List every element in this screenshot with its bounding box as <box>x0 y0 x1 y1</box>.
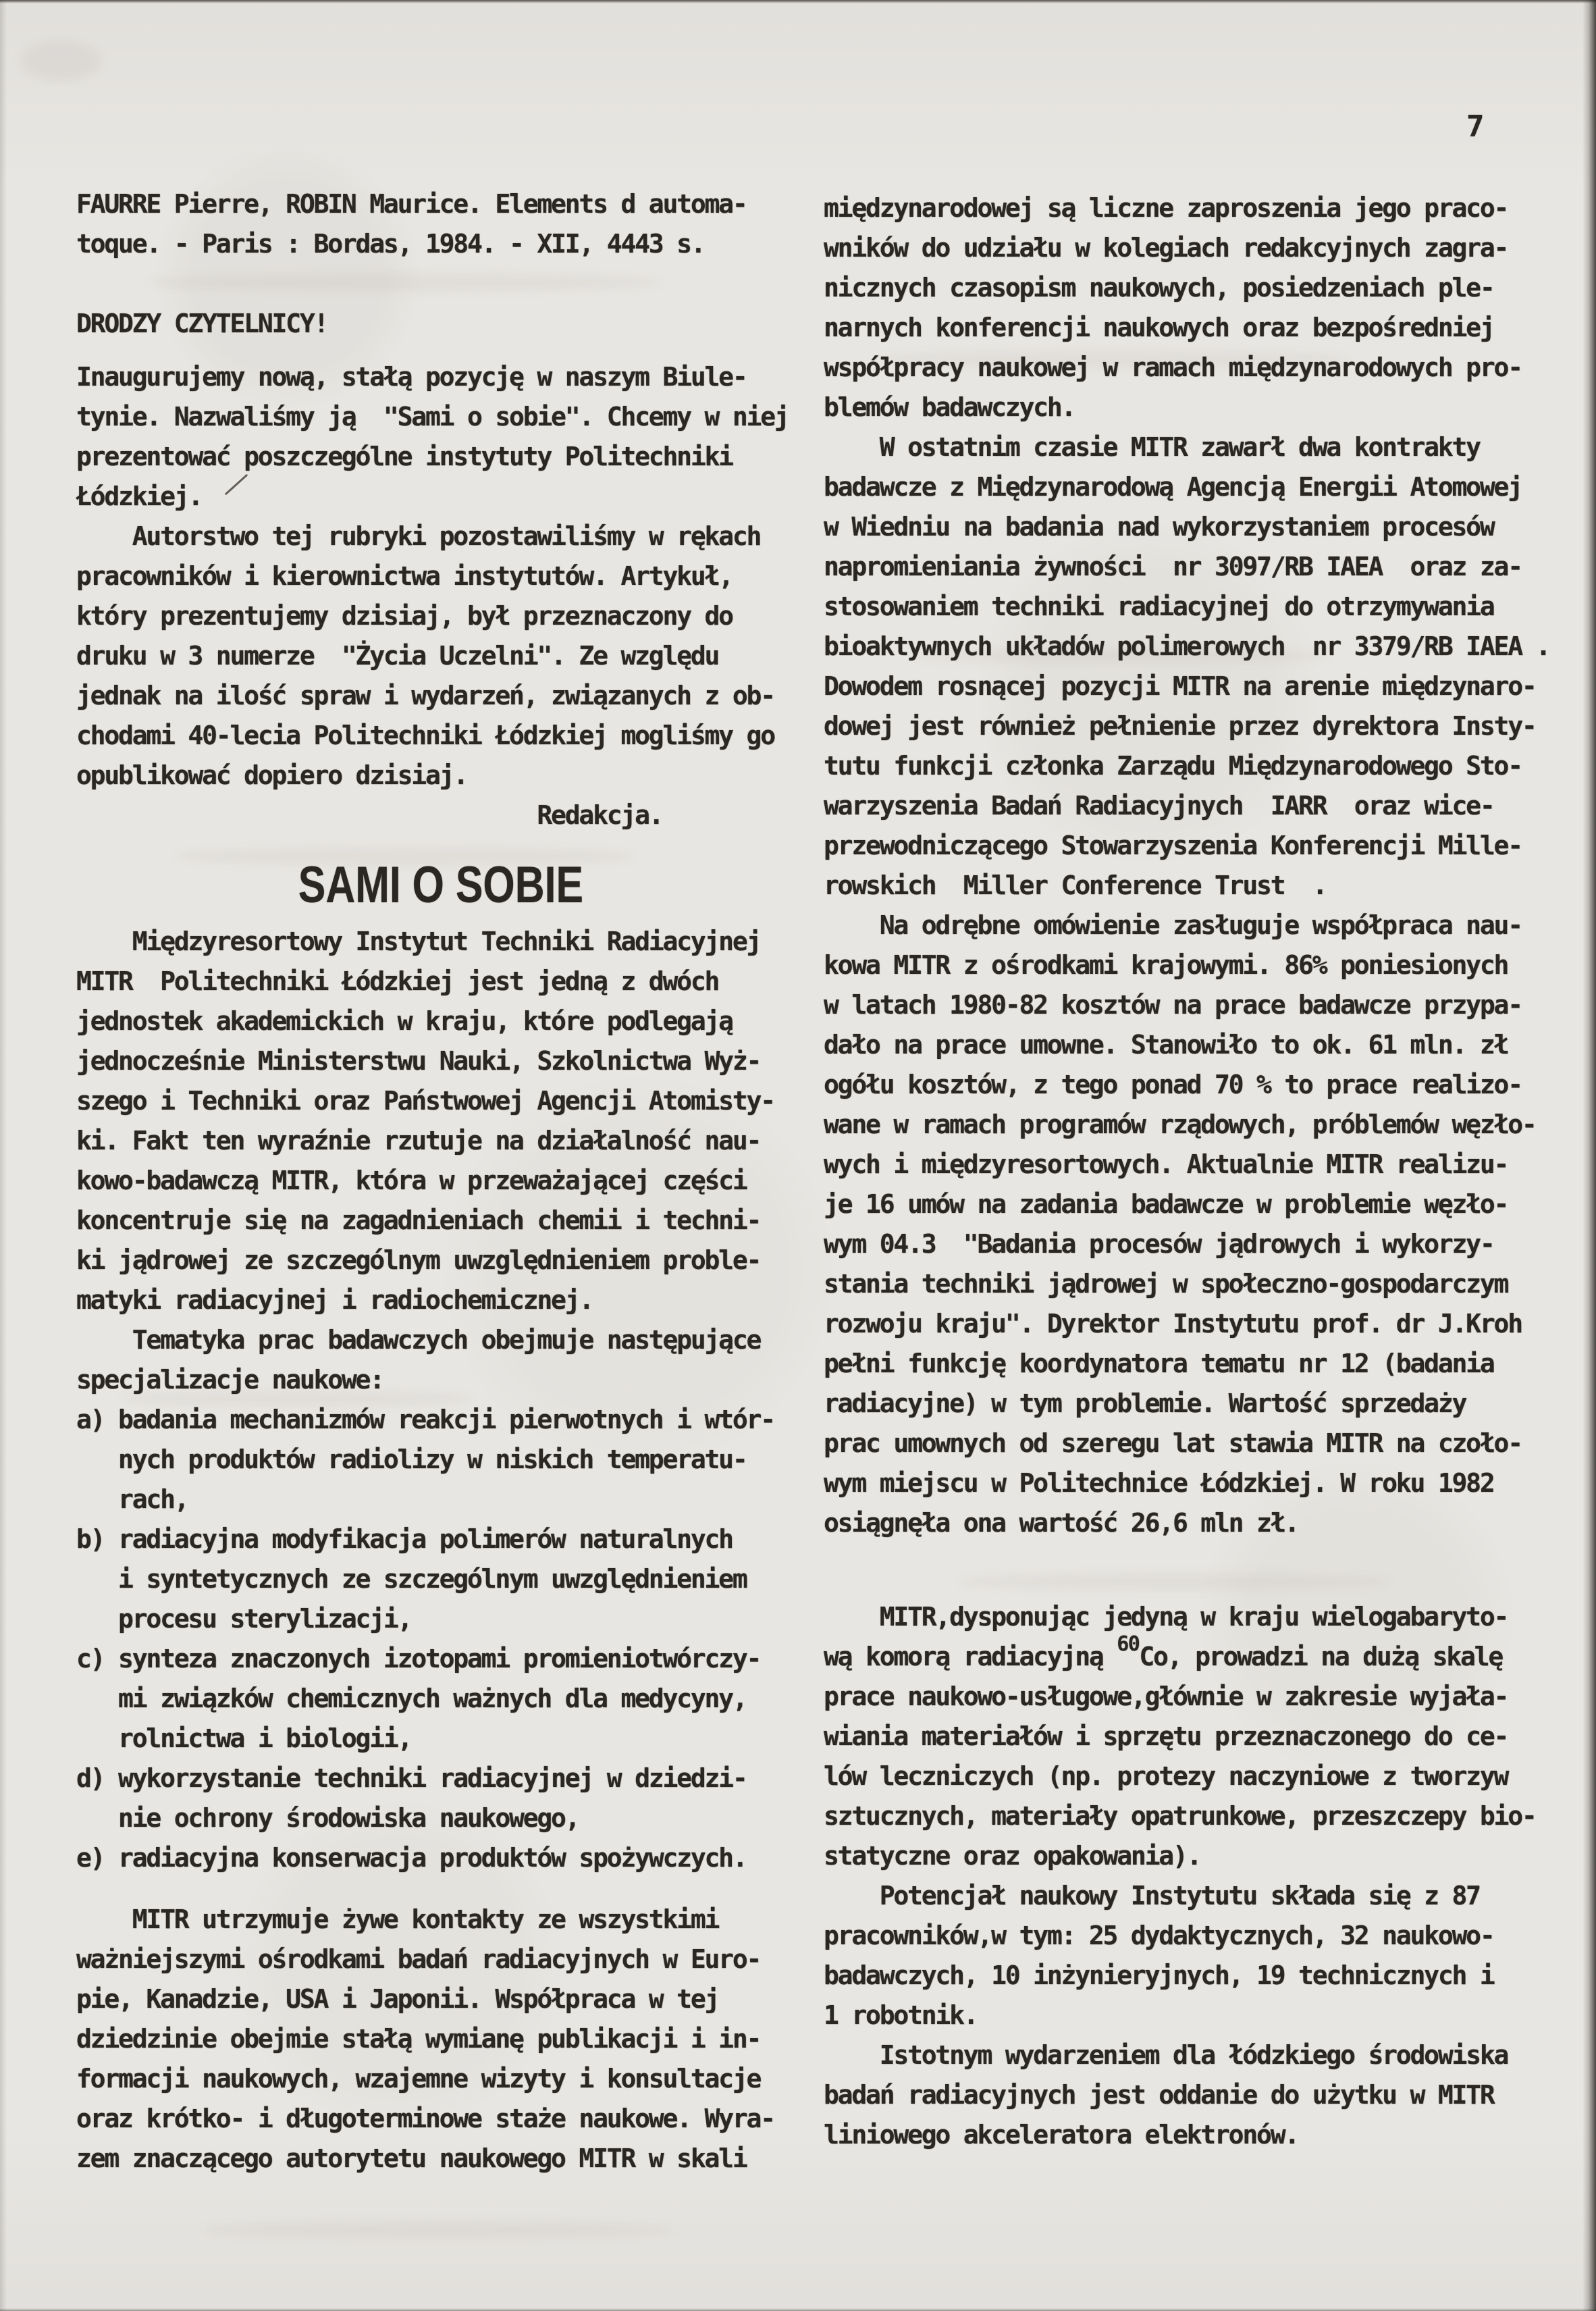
text-line: nicznych czasopism naukowych, posiedzeniach ple- <box>824 273 1494 303</box>
right-column <box>824 188 1573 2155</box>
scan-edge-bottom <box>0 2308 1596 2311</box>
text-line: wiania materiałów i sprzętu przeznaczonego do ce- <box>824 1721 1508 1751</box>
text-line: wą komorą radiacyjną 60Co, prowadzi na dużą skalę <box>824 1637 1573 1677</box>
text-line: wników do udziału w kolegiach redakcyjnych zagra- <box>824 233 1508 263</box>
text-line: warzyszenia Badań Radiacyjnych IARR oraz wice- <box>824 791 1494 821</box>
text-line: osiągnęła ona wartość 26,6 mln zł. <box>824 1508 1299 1538</box>
text-line: zem znaczącego autorytetu naukowego MITR w skali <box>76 2144 747 2174</box>
text-line: prezentować poszczególne instytuty Politechniki <box>76 442 733 472</box>
text-line: pełni funkcję koordynatora tematu nr 12 (badania <box>824 1349 1494 1378</box>
text-line: kowa MITR z ośrodkami krajowymi. 86% poniesionych <box>824 950 1508 980</box>
text-line: szego i Techniki oraz Państwowej Agencji Atomisty- <box>76 1086 774 1116</box>
text-line: jednostek akademickich w kraju, które podlegają <box>76 1006 733 1037</box>
text-line: ki. Fakt ten wyraźnie rzutuje na działalność nau- <box>76 1126 761 1156</box>
text-line: rozwoju kraju". Dyrektor Instytutu prof. dr J.Kroh <box>824 1309 1522 1339</box>
text-line: ważniejszymi ośrodkami badań radiacyjnych w Euro- <box>76 1944 761 1975</box>
text-line: międzynarodowej są liczne zaproszenia jego praco- <box>824 193 1508 223</box>
text-line: jednak na ilość spraw i wydarzeń, związanych z ob- <box>76 681 774 711</box>
text-line: w latach 1980-82 kosztów na prace badawcze przypa- <box>824 990 1522 1020</box>
text-line: bioaktywnych układów polimerowych nr 3379/RB IAEA . <box>824 631 1550 661</box>
text-line: statyczne oraz opakowania). <box>824 1840 1201 1871</box>
superscript: 60 <box>1117 1632 1140 1656</box>
text-line: który prezentujemy dzisiaj, był przeznaczony do <box>76 601 733 631</box>
text-line: Tematyka prac badawczych obejmuje następujące <box>76 1325 761 1355</box>
line-gap <box>76 264 805 304</box>
text-line: nych produktów radiolizy w niskich temperatu- <box>76 1445 747 1475</box>
paper-smudge <box>203 2222 675 2238</box>
text-line: procesu sterylizacji, <box>76 1604 412 1634</box>
text-line: pie, Kanadzie, USA i Japonii. Współpraca w tej <box>76 1984 719 2015</box>
text-line: matyki radiacyjnej i radiochemicznej. <box>76 1285 593 1316</box>
text-line: MITR utrzymuje żywe kontakty ze wszystkimi <box>76 1904 719 1935</box>
text-line: pracowników i kierownictwa instytutów. Artykuł, <box>76 561 733 592</box>
text-line: formacji naukowych, wzajemne wizyty i konsultacje <box>76 2064 761 2094</box>
text-line: prac umownych od szeregu lat stawia MITR na czoło- <box>824 1428 1522 1458</box>
text-line: Autorstwo tej rubryki pozostawiliśmy w rękach <box>76 521 761 552</box>
text-line: e) radiacyjna konserwacja produktów spożywczych. <box>76 1843 747 1873</box>
text-line: narnych konferencji naukowych oraz bezpośredniej <box>824 313 1494 342</box>
text-line: Dowodem rosnącej pozycji MITR na arenie międzynaro- <box>824 671 1536 701</box>
text-line: dziedzinie obejmie stałą wymianę publikacji i in- <box>76 2024 761 2054</box>
scan-edge-top <box>0 0 1596 3</box>
scan-edge-left <box>0 0 7 2311</box>
text-line: b) radiacyjna modyfikacja polimerów naturalnych <box>76 1524 733 1555</box>
text-line: pracowników,w tym: 25 dydaktycznych, 32 naukowo- <box>824 1920 1494 1950</box>
text-line: sztucznych, materiały opatrunkowe, przeszczepy bio- <box>824 1800 1536 1831</box>
text-line: oraz krótko- i długoterminowe staże naukowe. Wyra- <box>76 2104 774 2134</box>
text-line: tynie. Nazwaliśmy ją "Sami o sobie". Chcemy w niej <box>76 402 789 432</box>
text-line: toque. - Paris : Bordas, 1984. - XII, 4443 s. <box>76 229 705 259</box>
text-line: FAURRE Pierre, ROBIN Maurice. Elements d automa- <box>76 189 747 219</box>
line-gap <box>76 1878 805 1900</box>
text-line: ki jądrowej ze szczególnym uwzględnieniem proble- <box>76 1245 761 1276</box>
text-line: mi związków chemicznych ważnych dla medycyny, <box>76 1684 747 1714</box>
text-line: Międzyresortowy Instytut Techniki Radiacyjnej <box>76 927 761 957</box>
text-line: badawcze z Międzynarodową Agencją Energii Atomowej <box>824 472 1522 502</box>
text-line: badawczych, 10 inżynieryjnych, 19 technicznych i <box>824 1960 1494 1990</box>
text-line: badań radiacyjnych jest oddanie do użytku w MITR <box>824 2079 1494 2110</box>
text-line: Na odrębne omówienie zasługuje współpraca nau- <box>824 910 1522 940</box>
text-line: W ostatnim czasie MITR zawarł dwa kontrakty <box>824 432 1480 462</box>
text-line: Potencjał naukowy Instytutu składa się z 87 <box>824 1880 1480 1911</box>
text-line: rach, <box>76 1484 188 1515</box>
text-line: Istotnym wydarzeniem dla łódzkiego środowiska <box>824 2040 1508 2070</box>
text-line: liniowego akceleratora elektronów. <box>824 2119 1299 2150</box>
text-line: je 16 umów na zadania badawcze w problemie węzło- <box>824 1189 1508 1219</box>
section-heading: SAMI O SOBIE <box>298 856 584 914</box>
text-line: rowskich Miller Conference Trust . <box>824 871 1327 900</box>
text-line: wym miejscu w Politechnice Łódzkiej. W roku 1982 <box>824 1468 1494 1498</box>
text-line: koncentruje się na zagadnieniach chemii i techni- <box>76 1205 761 1236</box>
text-line: w Wiedniu na badania nad wykorzystaniem procesów <box>824 512 1494 542</box>
scan-edge-right <box>1582 0 1596 2311</box>
text-line: radiacyjne) w tym problemie. Wartość sprzedaży <box>824 1388 1466 1418</box>
text-line: 1 robotnik. <box>824 2000 978 2030</box>
text-line: tutu funkcji członka Zarządu Międzynarodowego Sto- <box>824 751 1522 781</box>
text-line: jednocześnie Ministerstwu Nauki, Szkolnictwa Wyż- <box>76 1046 761 1076</box>
line-gap <box>824 1543 1573 1597</box>
text-line: rolnictwa i biologii, <box>76 1723 412 1754</box>
text-line: MITR Politechniki Łódzkiej jest jedną z dwóch <box>76 966 719 997</box>
text-line: blemów badawczych. <box>824 392 1075 422</box>
text-line: Łódzkiej. <box>76 482 203 512</box>
text-line: wych i międzyresortowych. Aktualnie MITR realizu- <box>824 1149 1508 1179</box>
text-line: prace naukowo-usługowe,głównie w zakresie wyjała- <box>824 1681 1508 1711</box>
text-line: napromieniania żywności nr 3097/RB IAEA oraz za- <box>824 552 1522 581</box>
text-line: współpracy naukowej w ramach międzynarodowych pro- <box>824 353 1522 382</box>
text-line: c) synteza znaczonych izotopami promieniotwórczy- <box>76 1644 761 1674</box>
left-column <box>76 184 805 2179</box>
text-line: a) badania mechanizmów reakcji pierwotnych i wtór- <box>76 1405 774 1435</box>
paper-smudge <box>20 41 101 81</box>
text-line: Inaugurujemy nową, stałą pozycję w naszym Biule- <box>76 362 747 392</box>
page-number: 7 <box>1466 109 1485 144</box>
text-line: dowej jest również pełnienie przez dyrektora Insty- <box>824 711 1536 741</box>
text-line: DRODZY CZYTELNICY! <box>76 309 328 338</box>
text-line: nie ochrony środowiska naukowego, <box>76 1803 579 1834</box>
text-line: druku w 3 numerze "Życia Uczelni". Ze względu <box>76 641 719 671</box>
line-gap <box>76 344 805 357</box>
text-line: i syntetycznych ze szczególnym uwzględnieniem <box>76 1564 747 1594</box>
text-line: specjalizacje naukowe: <box>76 1365 383 1395</box>
text-line: przewodniczącego Stowarzyszenia Konferencji Mille- <box>824 831 1522 860</box>
text-line: wym 04.3 "Badania procesów jądrowych i wykorzy- <box>824 1229 1494 1259</box>
text-line: stosowaniem techniki radiacyjnej do otrzymywania <box>824 592 1494 621</box>
text-line: lów leczniczych (np. protezy naczyniowe z tworzyw <box>824 1761 1508 1791</box>
text-line: stania techniki jądrowej w społeczno-gospodarczym <box>824 1269 1508 1299</box>
text-line: chodami 40-lecia Politechniki Łódzkiej mogliśmy go <box>76 721 774 751</box>
text-line: Redakcja. <box>76 800 663 831</box>
text-line: ogółu kosztów, z tego ponad 70 % to prace realizo- <box>824 1070 1522 1099</box>
text-line: kowo-badawczą MITR, która w przeważającej części <box>76 1166 747 1196</box>
text-line: d) wykorzystanie techniki radiacyjnej w dziedzi- <box>76 1763 747 1794</box>
text-line: wane w ramach programów rządowych, próblemów węzło- <box>824 1110 1536 1139</box>
text-line: MITR,dysponując jedyną w kraju wielogabaryto- <box>824 1601 1508 1632</box>
text-line: opublikować dopiero dzisiaj. <box>76 760 467 791</box>
text-line: dało na prace umowne. Stanowiło to ok. 61 mln. zł <box>824 1030 1508 1060</box>
